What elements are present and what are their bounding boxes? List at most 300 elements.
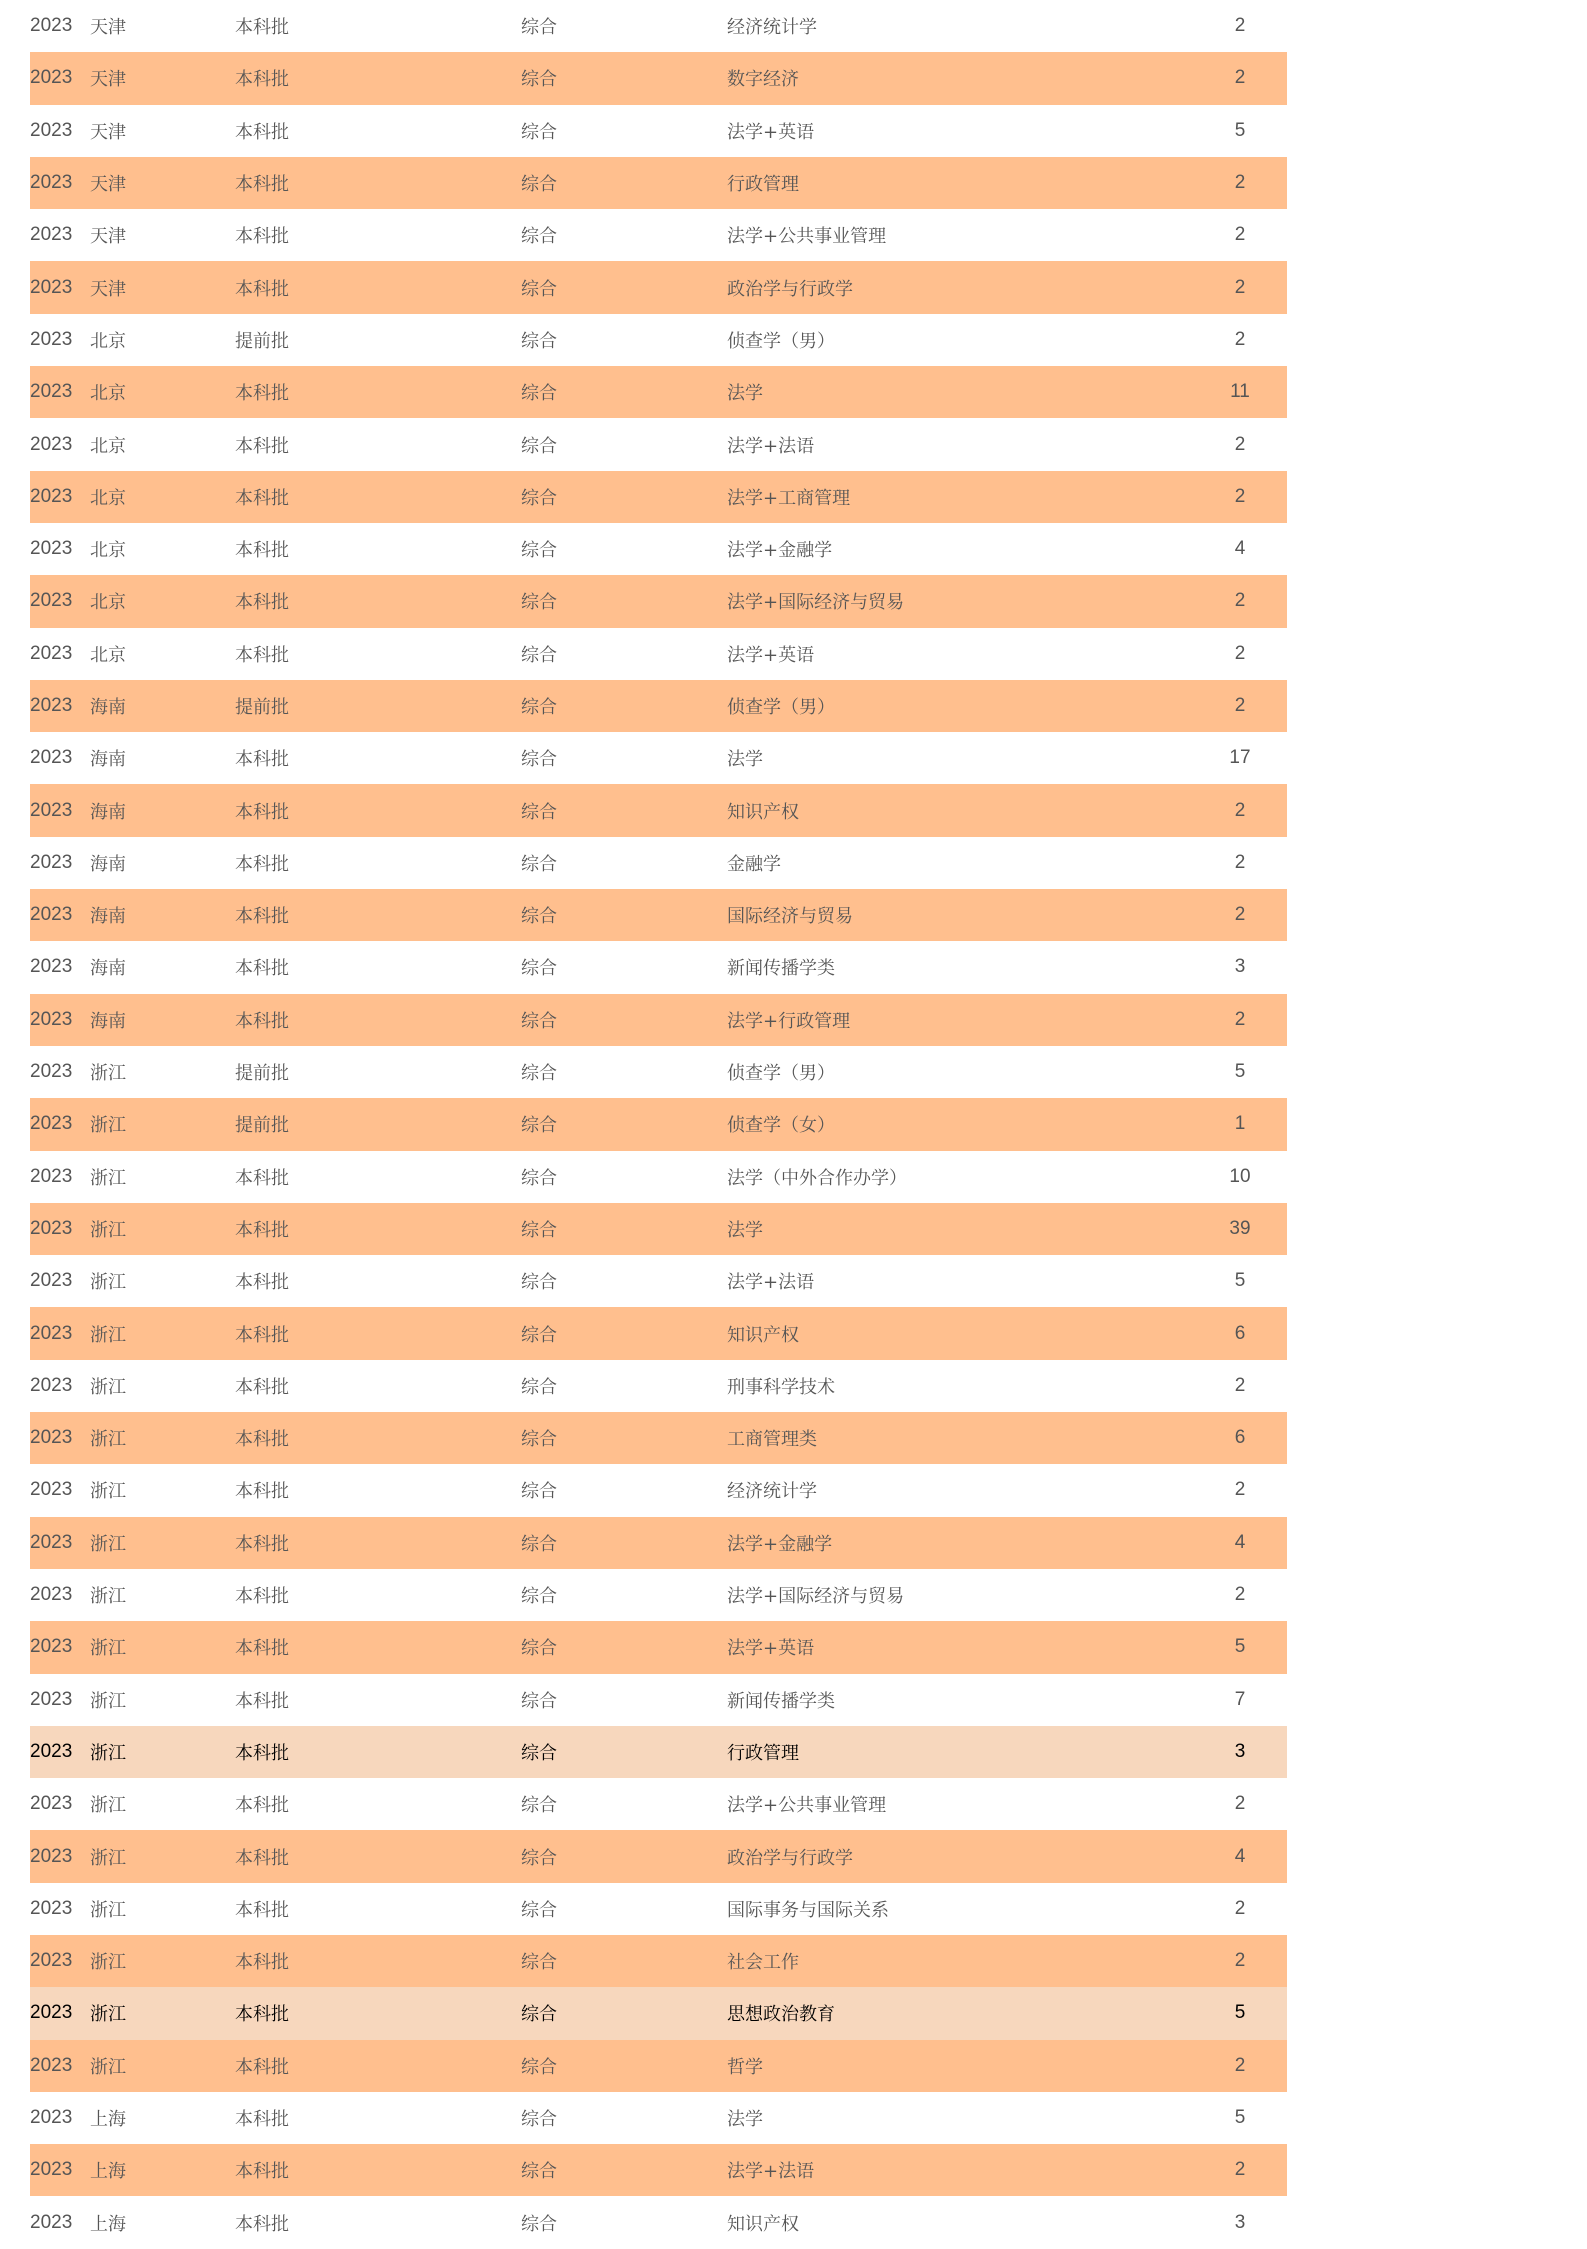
count-cell: 2 — [1234, 1008, 1246, 1030]
province-cell: 浙江 — [90, 1115, 126, 1137]
table-row — [30, 2092, 1287, 2144]
category-cell: 综合 — [521, 540, 557, 562]
count-cell: 2 — [1234, 695, 1246, 716]
major-cell: 新闻传播学类 — [727, 1690, 835, 1712]
year-cell: 2023 — [30, 799, 73, 821]
table-row — [30, 889, 1287, 941]
batch-cell: 本科批 — [235, 1219, 289, 1241]
table-row — [30, 2196, 1287, 2248]
table-row — [30, 575, 1287, 627]
table-row — [30, 1098, 1287, 1150]
major-cell: 法学+英语 — [727, 1638, 815, 1660]
batch-cell: 本科批 — [235, 801, 289, 823]
province-cell: 浙江 — [90, 1638, 126, 1660]
batch-cell: 本科批 — [235, 278, 289, 300]
category-cell: 综合 — [521, 1690, 557, 1712]
category-cell: 综合 — [521, 2056, 557, 2078]
major-cell: 法学 — [727, 1219, 763, 1241]
batch-cell: 本科批 — [235, 435, 289, 457]
year-cell: 2023 — [30, 1897, 73, 1919]
count-cell: 10 — [1229, 1165, 1251, 1187]
batch-cell: 本科批 — [235, 69, 289, 91]
major-cell: 法学+法语 — [727, 435, 815, 457]
major-cell: 侦查学（女） — [727, 1115, 835, 1137]
count-cell: 2 — [1234, 1950, 1246, 1972]
major-cell: 行政管理 — [727, 1742, 799, 1764]
category-cell: 综合 — [521, 1272, 557, 1294]
batch-cell: 本科批 — [235, 853, 289, 875]
category-cell: 综合 — [521, 278, 557, 300]
batch-cell: 本科批 — [235, 1638, 289, 1660]
table-row — [30, 1987, 1287, 2039]
major-cell: 侦查学（男） — [727, 330, 835, 352]
count-cell: 2 — [1234, 799, 1246, 821]
province-cell: 浙江 — [90, 2056, 126, 2078]
major-cell: 法学+金融学 — [727, 540, 833, 562]
table-row — [30, 784, 1287, 836]
category-cell: 综合 — [521, 1586, 557, 1608]
batch-cell: 本科批 — [235, 2109, 289, 2131]
year-cell: 2023 — [30, 1688, 73, 1710]
table-row — [30, 366, 1287, 418]
major-cell: 刑事科学技术 — [727, 1376, 835, 1398]
category-cell: 综合 — [521, 958, 557, 980]
batch-cell: 本科批 — [235, 592, 289, 614]
year-cell: 2023 — [30, 328, 73, 350]
table-row — [30, 209, 1287, 261]
batch-cell: 提前批 — [235, 1115, 289, 1137]
table-row — [30, 994, 1287, 1046]
major-cell: 法学+国际经济与贸易 — [727, 1586, 905, 1608]
year-cell: 2023 — [30, 1793, 73, 1815]
year-cell: 2023 — [30, 2211, 73, 2233]
province-cell: 浙江 — [90, 1376, 126, 1398]
year-cell: 2023 — [30, 1845, 73, 1867]
batch-cell: 本科批 — [235, 1847, 289, 1869]
category-cell: 综合 — [521, 906, 557, 928]
batch-cell: 本科批 — [235, 487, 289, 509]
year-cell: 2023 — [30, 747, 73, 769]
major-cell: 国际事务与国际关系 — [727, 1899, 889, 1921]
category-cell: 综合 — [521, 1481, 557, 1503]
count-cell: 2 — [1234, 904, 1246, 926]
year-cell: 2023 — [30, 224, 73, 246]
category-cell: 综合 — [521, 644, 557, 666]
category-cell: 综合 — [521, 330, 557, 352]
table-row — [30, 1935, 1287, 1987]
batch-cell: 本科批 — [235, 1010, 289, 1032]
count-cell: 2 — [1234, 1584, 1246, 1606]
batch-cell: 提前批 — [235, 1063, 289, 1085]
count-cell: 5 — [1234, 1061, 1246, 1083]
batch-cell: 本科批 — [235, 1481, 289, 1503]
batch-cell: 本科批 — [235, 540, 289, 562]
province-cell: 天津 — [90, 278, 126, 300]
year-cell: 2023 — [30, 590, 73, 612]
count-cell: 1 — [1234, 1113, 1246, 1135]
count-cell: 2 — [1234, 485, 1246, 507]
year-cell: 2023 — [30, 172, 73, 194]
batch-cell: 本科批 — [235, 1795, 289, 1817]
year-cell: 2023 — [30, 956, 73, 978]
major-cell: 侦查学（男） — [727, 697, 835, 718]
table-row — [30, 105, 1287, 157]
category-cell: 综合 — [521, 801, 557, 823]
table-row — [30, 1674, 1287, 1726]
province-cell: 北京 — [90, 487, 126, 509]
table-row — [30, 1360, 1287, 1412]
category-cell: 综合 — [521, 1847, 557, 1869]
category-cell: 综合 — [521, 1533, 557, 1555]
category-cell: 综合 — [521, 1167, 557, 1189]
table-row — [30, 1778, 1287, 1830]
category-cell: 综合 — [521, 1429, 557, 1451]
province-cell: 海南 — [90, 906, 126, 928]
province-cell: 浙江 — [90, 1272, 126, 1294]
category-cell: 综合 — [521, 2004, 557, 2026]
table-row — [30, 2144, 1287, 2196]
year-cell: 2023 — [30, 538, 73, 560]
count-cell: 2 — [1234, 1374, 1246, 1396]
province-cell: 海南 — [90, 958, 126, 980]
year-cell: 2023 — [30, 1374, 73, 1396]
category-cell: 综合 — [521, 1063, 557, 1085]
year-cell: 2023 — [30, 851, 73, 873]
category-cell: 综合 — [521, 435, 557, 457]
batch-cell: 本科批 — [235, 174, 289, 196]
batch-cell: 本科批 — [235, 2161, 289, 2183]
major-cell: 法学+行政管理 — [727, 1010, 851, 1032]
category-cell: 综合 — [521, 592, 557, 614]
batch-cell: 本科批 — [235, 1690, 289, 1712]
table-row — [30, 1412, 1287, 1464]
major-cell: 金融学 — [727, 853, 781, 875]
year-cell: 2023 — [30, 1165, 73, 1187]
category-cell: 综合 — [521, 2213, 557, 2235]
batch-cell: 本科批 — [235, 121, 289, 143]
province-cell: 北京 — [90, 644, 126, 666]
major-cell: 法学（中外合作办学） — [727, 1167, 907, 1189]
province-cell: 上海 — [90, 2213, 126, 2235]
year-cell: 2023 — [30, 2107, 73, 2129]
batch-cell: 本科批 — [235, 644, 289, 666]
province-cell: 浙江 — [90, 1429, 126, 1451]
batch-cell: 本科批 — [235, 1586, 289, 1608]
category-cell: 综合 — [521, 174, 557, 196]
year-cell: 2023 — [30, 1061, 73, 1083]
table-row — [30, 1307, 1287, 1359]
count-cell: 5 — [1234, 1270, 1246, 1292]
count-cell: 2 — [1234, 67, 1246, 89]
count-cell: 5 — [1234, 2002, 1246, 2024]
major-cell: 行政管理 — [727, 174, 799, 196]
count-cell: 6 — [1234, 1322, 1246, 1344]
category-cell: 综合 — [521, 749, 557, 771]
year-cell: 2023 — [30, 1270, 73, 1292]
table-row — [30, 418, 1287, 470]
batch-cell: 本科批 — [235, 2056, 289, 2078]
province-cell: 浙江 — [90, 1847, 126, 1869]
major-cell: 新闻传播学类 — [727, 958, 835, 980]
year-cell: 2023 — [30, 1427, 73, 1449]
table-row — [30, 523, 1287, 575]
count-cell: 2 — [1234, 224, 1246, 246]
table-row — [30, 732, 1287, 784]
category-cell: 综合 — [521, 853, 557, 875]
province-cell: 浙江 — [90, 1063, 126, 1085]
table-row — [30, 1046, 1287, 1098]
major-cell: 法学+国际经济与贸易 — [727, 592, 905, 614]
table-row — [30, 1517, 1287, 1569]
province-cell: 浙江 — [90, 1324, 126, 1346]
province-cell: 浙江 — [90, 1167, 126, 1189]
batch-cell: 本科批 — [235, 1376, 289, 1398]
major-cell: 政治学与行政学 — [727, 278, 853, 300]
batch-cell: 本科批 — [235, 958, 289, 980]
batch-cell: 本科批 — [235, 17, 289, 39]
province-cell: 天津 — [90, 17, 126, 39]
major-cell: 政治学与行政学 — [727, 1847, 853, 1869]
major-cell: 法学+金融学 — [727, 1533, 833, 1555]
category-cell: 综合 — [521, 487, 557, 509]
batch-cell: 本科批 — [235, 1533, 289, 1555]
category-cell: 综合 — [521, 1795, 557, 1817]
major-cell: 法学+公共事业管理 — [727, 226, 887, 248]
province-cell: 上海 — [90, 2109, 126, 2131]
count-cell: 4 — [1234, 1531, 1246, 1553]
admission-plan-table — [30, 0, 1287, 2249]
year-cell: 2023 — [30, 1217, 73, 1239]
table-row — [30, 1621, 1287, 1673]
table-row — [30, 2040, 1287, 2092]
table-row — [30, 1726, 1287, 1778]
count-cell: 2 — [1234, 15, 1246, 37]
table-row — [30, 52, 1287, 104]
category-cell: 综合 — [521, 17, 557, 39]
count-cell: 2 — [1234, 642, 1246, 664]
category-cell: 综合 — [521, 1952, 557, 1974]
batch-cell: 本科批 — [235, 1952, 289, 1974]
province-cell: 天津 — [90, 174, 126, 196]
province-cell: 北京 — [90, 540, 126, 562]
major-cell: 法学+英语 — [727, 121, 815, 143]
province-cell: 海南 — [90, 697, 126, 718]
province-cell: 北京 — [90, 435, 126, 457]
province-cell: 浙江 — [90, 1795, 126, 1817]
province-cell: 天津 — [90, 69, 126, 91]
year-cell: 2023 — [30, 904, 73, 926]
count-cell: 4 — [1234, 538, 1246, 560]
major-cell: 经济统计学 — [727, 17, 817, 39]
major-cell: 法学+法语 — [727, 1272, 815, 1294]
major-cell: 知识产权 — [727, 801, 799, 823]
count-cell: 17 — [1229, 747, 1251, 769]
province-cell: 浙江 — [90, 1690, 126, 1712]
year-cell: 2023 — [30, 1008, 73, 1030]
year-cell: 2023 — [30, 119, 73, 141]
category-cell: 综合 — [521, 1376, 557, 1398]
province-cell: 北京 — [90, 330, 126, 352]
table-row — [30, 157, 1287, 209]
category-cell: 综合 — [521, 2109, 557, 2131]
count-cell: 7 — [1234, 1688, 1246, 1710]
count-cell: 2 — [1234, 2054, 1246, 2076]
major-cell: 侦查学（男） — [727, 1063, 835, 1085]
category-cell: 综合 — [521, 226, 557, 248]
batch-cell: 本科批 — [235, 2213, 289, 2235]
major-cell: 法学+英语 — [727, 644, 815, 666]
count-cell: 2 — [1234, 276, 1246, 298]
year-cell: 2023 — [30, 1322, 73, 1344]
major-cell: 经济统计学 — [727, 1481, 817, 1503]
count-cell: 2 — [1234, 1479, 1246, 1501]
year-cell: 2023 — [30, 1531, 73, 1553]
year-cell: 2023 — [30, 1113, 73, 1135]
year-cell: 2023 — [30, 1479, 73, 1501]
table-row — [30, 680, 1287, 732]
major-cell: 法学 — [727, 2109, 763, 2131]
category-cell: 综合 — [521, 1899, 557, 1921]
count-cell: 5 — [1234, 2107, 1246, 2129]
count-cell: 2 — [1234, 1897, 1246, 1919]
count-cell: 2 — [1234, 2159, 1246, 2181]
table-row — [30, 314, 1287, 366]
table-row — [30, 1203, 1287, 1255]
count-cell: 2 — [1234, 590, 1246, 612]
year-cell: 2023 — [30, 642, 73, 664]
province-cell: 上海 — [90, 2161, 126, 2183]
category-cell: 综合 — [521, 1219, 557, 1241]
major-cell: 法学 — [727, 383, 763, 405]
table-row — [30, 628, 1287, 680]
province-cell: 海南 — [90, 1010, 126, 1032]
major-cell: 数字经济 — [727, 69, 799, 91]
major-cell: 法学+工商管理 — [727, 487, 851, 509]
batch-cell: 提前批 — [235, 330, 289, 352]
count-cell: 2 — [1234, 328, 1246, 350]
major-cell: 法学 — [727, 749, 763, 771]
province-cell: 天津 — [90, 226, 126, 248]
count-cell: 3 — [1234, 956, 1246, 978]
count-cell: 11 — [1230, 381, 1250, 403]
table-row — [30, 1464, 1287, 1516]
major-cell: 知识产权 — [727, 2213, 799, 2235]
category-cell: 综合 — [521, 2161, 557, 2183]
batch-cell: 本科批 — [235, 1899, 289, 1921]
count-cell: 2 — [1234, 172, 1246, 194]
year-cell: 2023 — [30, 1740, 73, 1762]
table-row — [30, 1883, 1287, 1935]
count-cell: 3 — [1234, 2211, 1246, 2233]
major-cell: 知识产权 — [727, 1324, 799, 1346]
table-row — [30, 1830, 1287, 1882]
table-row — [30, 1255, 1287, 1307]
batch-cell: 本科批 — [235, 2004, 289, 2026]
count-cell: 2 — [1234, 433, 1246, 455]
count-cell: 2 — [1234, 1793, 1246, 1815]
province-cell: 海南 — [90, 749, 126, 771]
table-row — [30, 837, 1287, 889]
count-cell: 4 — [1234, 1845, 1246, 1867]
major-cell: 国际经济与贸易 — [727, 906, 853, 928]
category-cell: 综合 — [521, 1638, 557, 1660]
year-cell: 2023 — [30, 67, 73, 89]
major-cell: 社会工作 — [727, 1952, 799, 1974]
province-cell: 海南 — [90, 801, 126, 823]
year-cell: 2023 — [30, 695, 73, 716]
count-cell: 5 — [1234, 119, 1246, 141]
province-cell: 浙江 — [90, 1742, 126, 1764]
province-cell: 北京 — [90, 592, 126, 614]
major-cell: 法学+公共事业管理 — [727, 1795, 887, 1817]
year-cell: 2023 — [30, 2002, 73, 2024]
province-cell: 浙江 — [90, 1219, 126, 1241]
province-cell: 浙江 — [90, 1952, 126, 1974]
year-cell: 2023 — [30, 381, 73, 403]
year-cell: 2023 — [30, 15, 73, 37]
year-cell: 2023 — [30, 1950, 73, 1972]
category-cell: 综合 — [521, 1324, 557, 1346]
year-cell: 2023 — [30, 433, 73, 455]
table-row — [30, 0, 1287, 52]
year-cell: 2023 — [30, 2159, 73, 2181]
batch-cell: 本科批 — [235, 1324, 289, 1346]
batch-cell: 本科批 — [235, 1272, 289, 1294]
major-cell: 法学+法语 — [727, 2161, 815, 2183]
batch-cell: 本科批 — [235, 1742, 289, 1764]
category-cell: 综合 — [521, 1742, 557, 1764]
batch-cell: 提前批 — [235, 697, 289, 718]
province-cell: 浙江 — [90, 2004, 126, 2026]
category-cell: 综合 — [521, 383, 557, 405]
batch-cell: 本科批 — [235, 1429, 289, 1451]
table-row — [30, 471, 1287, 523]
year-cell: 2023 — [30, 276, 73, 298]
table-row — [30, 1151, 1287, 1203]
batch-cell: 本科批 — [235, 226, 289, 248]
category-cell: 综合 — [521, 1010, 557, 1032]
category-cell: 综合 — [521, 697, 557, 718]
province-cell: 天津 — [90, 121, 126, 143]
category-cell: 综合 — [521, 69, 557, 91]
batch-cell: 本科批 — [235, 1167, 289, 1189]
major-cell: 工商管理类 — [727, 1429, 817, 1451]
table-row — [30, 1569, 1287, 1621]
count-cell: 3 — [1234, 1740, 1246, 1762]
year-cell: 2023 — [30, 485, 73, 507]
count-cell: 5 — [1234, 1636, 1246, 1658]
province-cell: 浙江 — [90, 1481, 126, 1503]
count-cell: 2 — [1234, 851, 1246, 873]
table-row — [30, 941, 1287, 993]
province-cell: 浙江 — [90, 1899, 126, 1921]
batch-cell: 本科批 — [235, 906, 289, 928]
table-row — [30, 261, 1287, 313]
year-cell: 2023 — [30, 2054, 73, 2076]
category-cell: 综合 — [521, 121, 557, 143]
year-cell: 2023 — [30, 1636, 73, 1658]
batch-cell: 本科批 — [235, 749, 289, 771]
province-cell: 浙江 — [90, 1586, 126, 1608]
major-cell: 哲学 — [727, 2056, 763, 2078]
major-cell: 思想政治教育 — [727, 2004, 835, 2026]
count-cell: 6 — [1234, 1427, 1246, 1449]
year-cell: 2023 — [30, 1584, 73, 1606]
province-cell: 浙江 — [90, 1533, 126, 1555]
batch-cell: 本科批 — [235, 383, 289, 405]
province-cell: 海南 — [90, 853, 126, 875]
count-cell: 39 — [1229, 1217, 1251, 1239]
